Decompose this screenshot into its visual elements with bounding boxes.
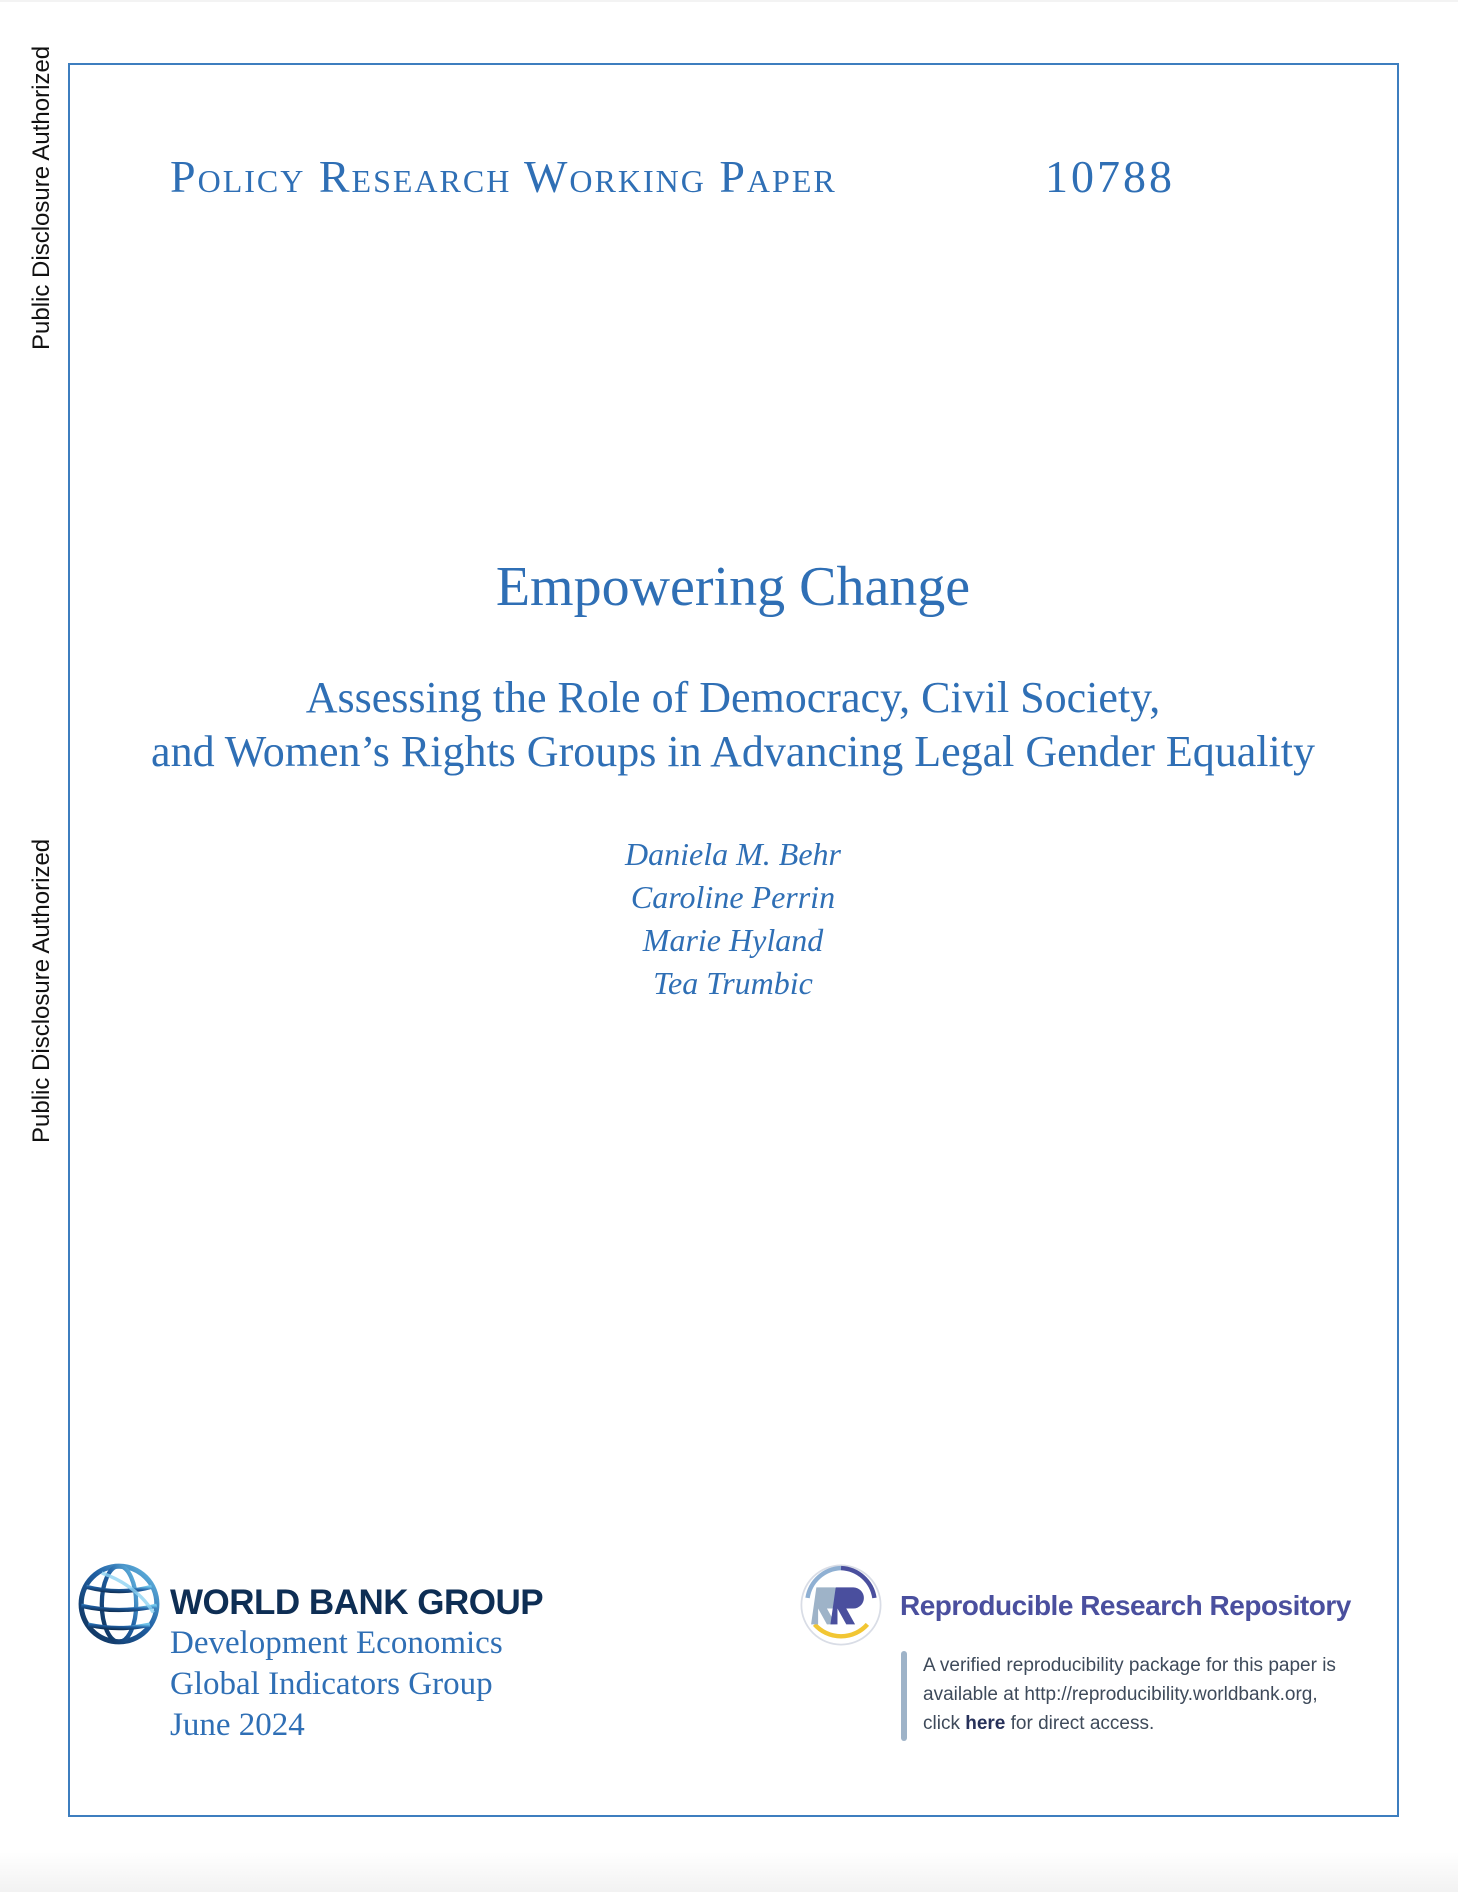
repository-text-line-2: available at http://reproducibility.worldbank.org, (923, 1684, 1318, 1705)
unit-department: Development Economics (170, 1625, 503, 1661)
subtitle-line-2: and Women’s Rights Groups in Advancing Legal Gender Equality (151, 727, 1315, 776)
publication-date: June 2024 (170, 1707, 305, 1743)
reproducible-research-rr-icon (797, 1561, 885, 1649)
repository-title: Reproducible Research Repository (900, 1590, 1351, 1621)
page-bottom-shade (0, 1852, 1458, 1892)
world-bank-globe-icon (76, 1561, 162, 1647)
repository-text-line-3: click here for direct access. (923, 1713, 1155, 1734)
author-name: Daniela M. Behr (625, 836, 841, 872)
author-name: Tea Trumbic (653, 965, 813, 1001)
series-title: Policy Research Working Paper (170, 151, 837, 202)
publisher-name: WORLD BANK GROUP (170, 1583, 544, 1622)
repository-text-line-1: A verified reproducibility package for this paper is (923, 1655, 1336, 1676)
author-name: Marie Hyland (642, 922, 824, 958)
unit-group: Global Indicators Group (170, 1666, 493, 1702)
author-name: Caroline Perrin (630, 879, 836, 915)
subtitle-line-1: Assessing the Role of Democracy, Civil Society, (305, 673, 1161, 722)
paper-number: 10788 (1045, 151, 1175, 202)
repository-here-link[interactable]: here (965, 1713, 1006, 1734)
paper-title: Empowering Change (495, 556, 971, 618)
repository-accent-bar (901, 1651, 907, 1741)
top-divider (0, 0, 1458, 2)
